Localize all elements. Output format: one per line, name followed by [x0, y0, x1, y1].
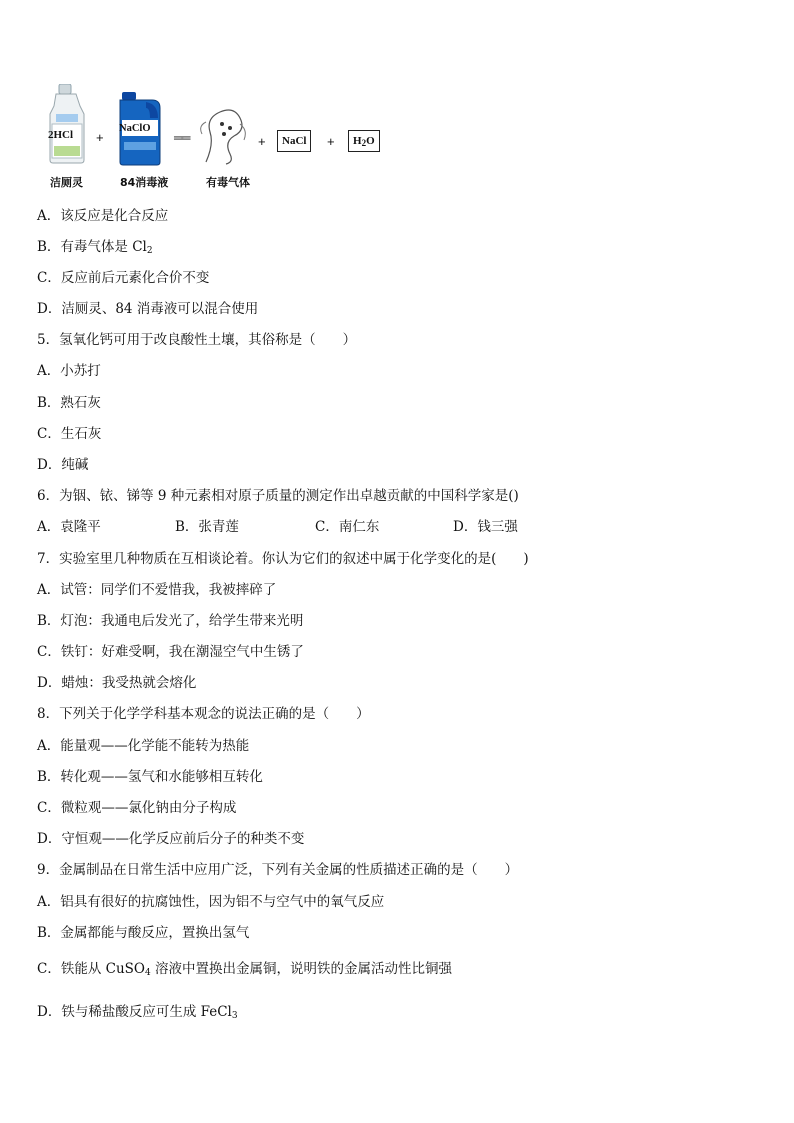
q9-option-c	[37, 960, 452, 978]
reaction-figure	[40, 84, 400, 192]
q9-option-b: B．金属都能与酸反应，置换出氢气	[37, 925, 250, 941]
q5-option-b: B．熟石灰	[37, 395, 101, 411]
water-subscript: 2	[361, 138, 367, 148]
q7-option-b: B．灯泡：我通电后发光了，给学生带来光明	[37, 613, 304, 629]
q7-stem: 7．实验室里几种物质在互相谈论着。你认为它们的叙述中属于化学变化的是( )	[37, 551, 529, 567]
q8-option-d: D．守恒观——化学反应前后分子的种类不变	[37, 831, 305, 847]
q8-option-b: B．转化观——氢气和水能够相互转化	[37, 769, 263, 785]
q5-option-a: A．小苏打	[37, 363, 101, 379]
disinfectant-bottle	[116, 92, 164, 166]
plus-sign: +	[258, 134, 266, 149]
q5-option-d: D．纯碱	[37, 457, 89, 473]
q9-option-a: A．铝具有很好的抗腐蚀性，因为铝不与空气中的氧气反应	[37, 894, 385, 910]
q4-option-b-text: B．有毒气体是 Cl	[37, 239, 147, 255]
product-water	[348, 130, 380, 152]
q6-option-b: B．张青莲	[175, 519, 239, 535]
q7-option-c: C．铁钉：好难受啊，我在潮湿空气中生锈了	[37, 644, 304, 660]
q9-option-d-subscript: 3	[231, 1011, 238, 1021]
q8-option-c: C．微粒观——氯化钠由分子构成	[37, 800, 237, 816]
q4-option-b	[37, 238, 153, 256]
bottle-icon	[46, 84, 88, 164]
q7-option-a: A．试管：同学们不爱惜我，我被摔碎了	[37, 582, 277, 598]
bottle2-caption: 84消毒液	[120, 176, 169, 189]
q9-option-d	[37, 1003, 238, 1021]
water-h: H	[353, 135, 362, 147]
plus-sign: +	[96, 130, 104, 145]
q9-option-c-tail: 溶液中置换出金属铜，说明铁的金属活动性比铜强	[150, 961, 452, 977]
q6-options	[37, 518, 518, 536]
q4-option-b-subscript: 2	[146, 246, 153, 256]
equals-sign: ══	[174, 130, 189, 145]
q9-option-c-text: C．铁能从 CuSO	[37, 961, 145, 977]
q5-option-c: C．生石灰	[37, 426, 102, 442]
bottle1-caption: 洁厕灵	[50, 176, 83, 189]
gas-cloud-icon	[200, 104, 252, 166]
q8-stem: 8．下列关于化学学科基本观念的说法正确的是（ ）	[37, 706, 370, 722]
q4-option-a: A．该反应是化合反应	[37, 208, 169, 224]
product-nacl: NaCl	[277, 130, 311, 152]
bottle2-formula: NaClO	[119, 123, 151, 134]
q6-option-c: C．南仁东	[315, 519, 380, 535]
q4-option-d: D．洁厕灵、84 消毒液可以混合使用	[37, 301, 259, 317]
gas-caption: 有毒气体	[206, 176, 250, 189]
q8-option-a: A．能量观——化学能不能转为热能	[37, 738, 250, 754]
q4-option-c: C．反应前后元素化合价不变	[37, 270, 210, 286]
q7-option-d: D．蜡烛：我受热就会熔化	[37, 675, 197, 691]
bottle1-formula: 2HCl	[48, 129, 74, 141]
toxic-gas	[200, 104, 252, 166]
q9-option-c-subscript: 4	[144, 968, 151, 978]
water-o: O	[366, 135, 375, 147]
q9-option-d-text: D．铁与稀盐酸反应可生成 FeCl	[37, 1004, 232, 1020]
q6-option-a: A．袁隆平	[37, 519, 101, 535]
q6-option-d: D．钱三强	[453, 519, 518, 535]
plus-sign: +	[327, 134, 335, 149]
q6-stem: 6．为铟、铱、锑等 9 种元素相对原子质量的测定作出卓越贡献的中国科学家是()	[37, 488, 519, 504]
q5-stem: 5．氢氧化钙可用于改良酸性土壤，其俗称是（ ）	[37, 332, 357, 348]
q9-stem: 9．金属制品在日常生活中应用广泛，下列有关金属的性质描述正确的是（ ）	[37, 862, 519, 878]
toilet-cleaner-bottle	[46, 84, 88, 164]
